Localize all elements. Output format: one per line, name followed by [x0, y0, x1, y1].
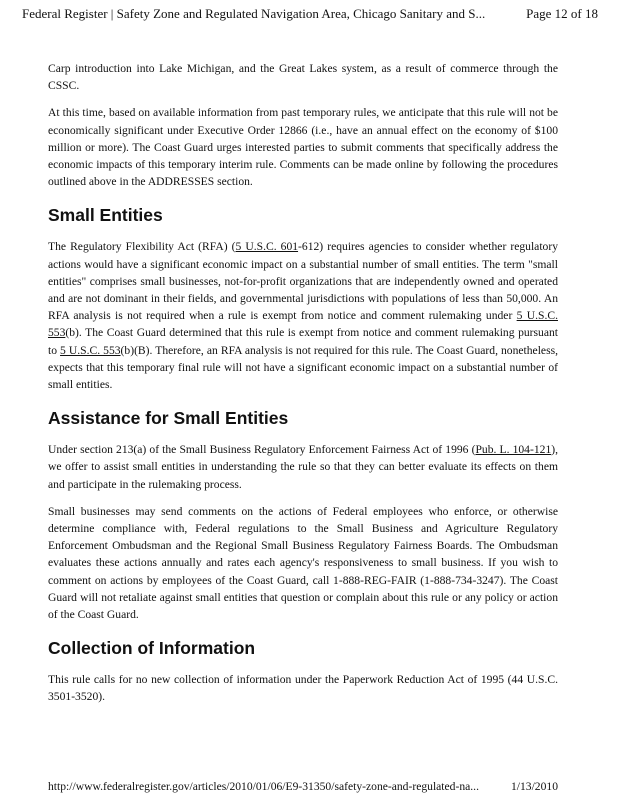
footer-date: 1/13/2010 [510, 780, 558, 793]
page-header [22, 6, 598, 22]
page-number: Page 12 of 18 [526, 6, 598, 21]
assistance-paragraph-1: Under section 213(a) of the Small Business Regulatory Enforcement Fairness Act of 1996 (Pub. L. 104-121), we offer to assist small entities in understanding the rule so that they can better evaluate its effects on them and participate in the rulemaking process. [48, 443, 559, 491]
assistance-paragraph-2: Small businesses may send comments on the actions of Federal employees who enforce, or otherwise determine compliance with, Federal regulations to the Small Business and Agriculture Regulatory Enforcement Ombudsman and the Regional Small Business Regulatory Fairness Boards. The Ombudsman evaluates these actions annually and rates each agency's responsiveness to small business. If you wish to comment on actions by employees of the Coast Guard, call 1-888-REG-FAIR (1-888-734-3247). The Coast Guard will not retaliate against small entities that question or complain about this rule or any policy or action of the Coast Guard. [48, 504, 558, 622]
page-footer [48, 780, 558, 793]
small-entities-paragraph: The Regulatory Flexibility Act (RFA) (5 U.S.C. 601-612) requires agencies to consider whether regulatory actions would have a significant economic impact on a substantial number of small entities. The term "small entities" comprises small businesses, not-for-profit organizations that are independently owned and operated and are not dominant in their fields, and governmental jurisdictions with populations of less than 50,000. An RFA analysis is not required when a rule is exempt from notice and comment rulemaking under 5 U.S.C. 553(b). The Coast Guard determined that this rule is exempt from notice and comment rulemaking pursuant to 5 U.S.C. 553(b)(B). Therefore, an RFA analysis is not required for this rule. The Coast Guard, nonetheless, expects that this temporary final rule will not have a significant economic impact on a substantial number of small entities. [48, 240, 559, 392]
intro-paragraph-1: Carp introduction into Lake Michigan, and the Great Lakes system, as a result of commerce through the CSSC. [48, 62, 558, 93]
usc-553-link-2[interactable]: 5 U.S.C. 553 [60, 343, 121, 357]
document-body [48, 60, 558, 716]
collection-paragraph: This rule calls for no new collection of information under the Paperwork Reduction Act of 1995 (44 U.S.C. 3501-3520). [48, 673, 558, 704]
pub-l-link[interactable]: Pub. L. 104-121 [475, 443, 552, 457]
usc-601-link[interactable]: 5 U.S.C. 601 [235, 240, 299, 254]
small-entities-heading: Small Entities [48, 205, 163, 226]
document-title: Federal Register | Safety Zone and Regulated Navigation Area, Chicago Sanitary and S... [22, 6, 486, 21]
usc-553-link[interactable]: 5 U.S.C. 553 [48, 309, 558, 340]
assistance-heading: Assistance for Small Entities [48, 408, 289, 429]
footer-url: http://www.federalregister.gov/articles/2010/01/06/E9-31350/safety-zone-and-regulated-na... [48, 780, 479, 793]
collection-heading: Collection of Information [48, 638, 256, 659]
intro-paragraph-2: At this time, based on available information from past temporary rules, we anticipate that this rule will not be economically significant under Executive Order 12866 (i.e., have an annual effect on the economy of $100 million or more). The Coast Guard urges interested parties to submit comments that specifically address the economic impacts of this temporary interim rule. Comments can be made online by following the procedures outlined above in the ADDRESSES section. [48, 106, 558, 189]
